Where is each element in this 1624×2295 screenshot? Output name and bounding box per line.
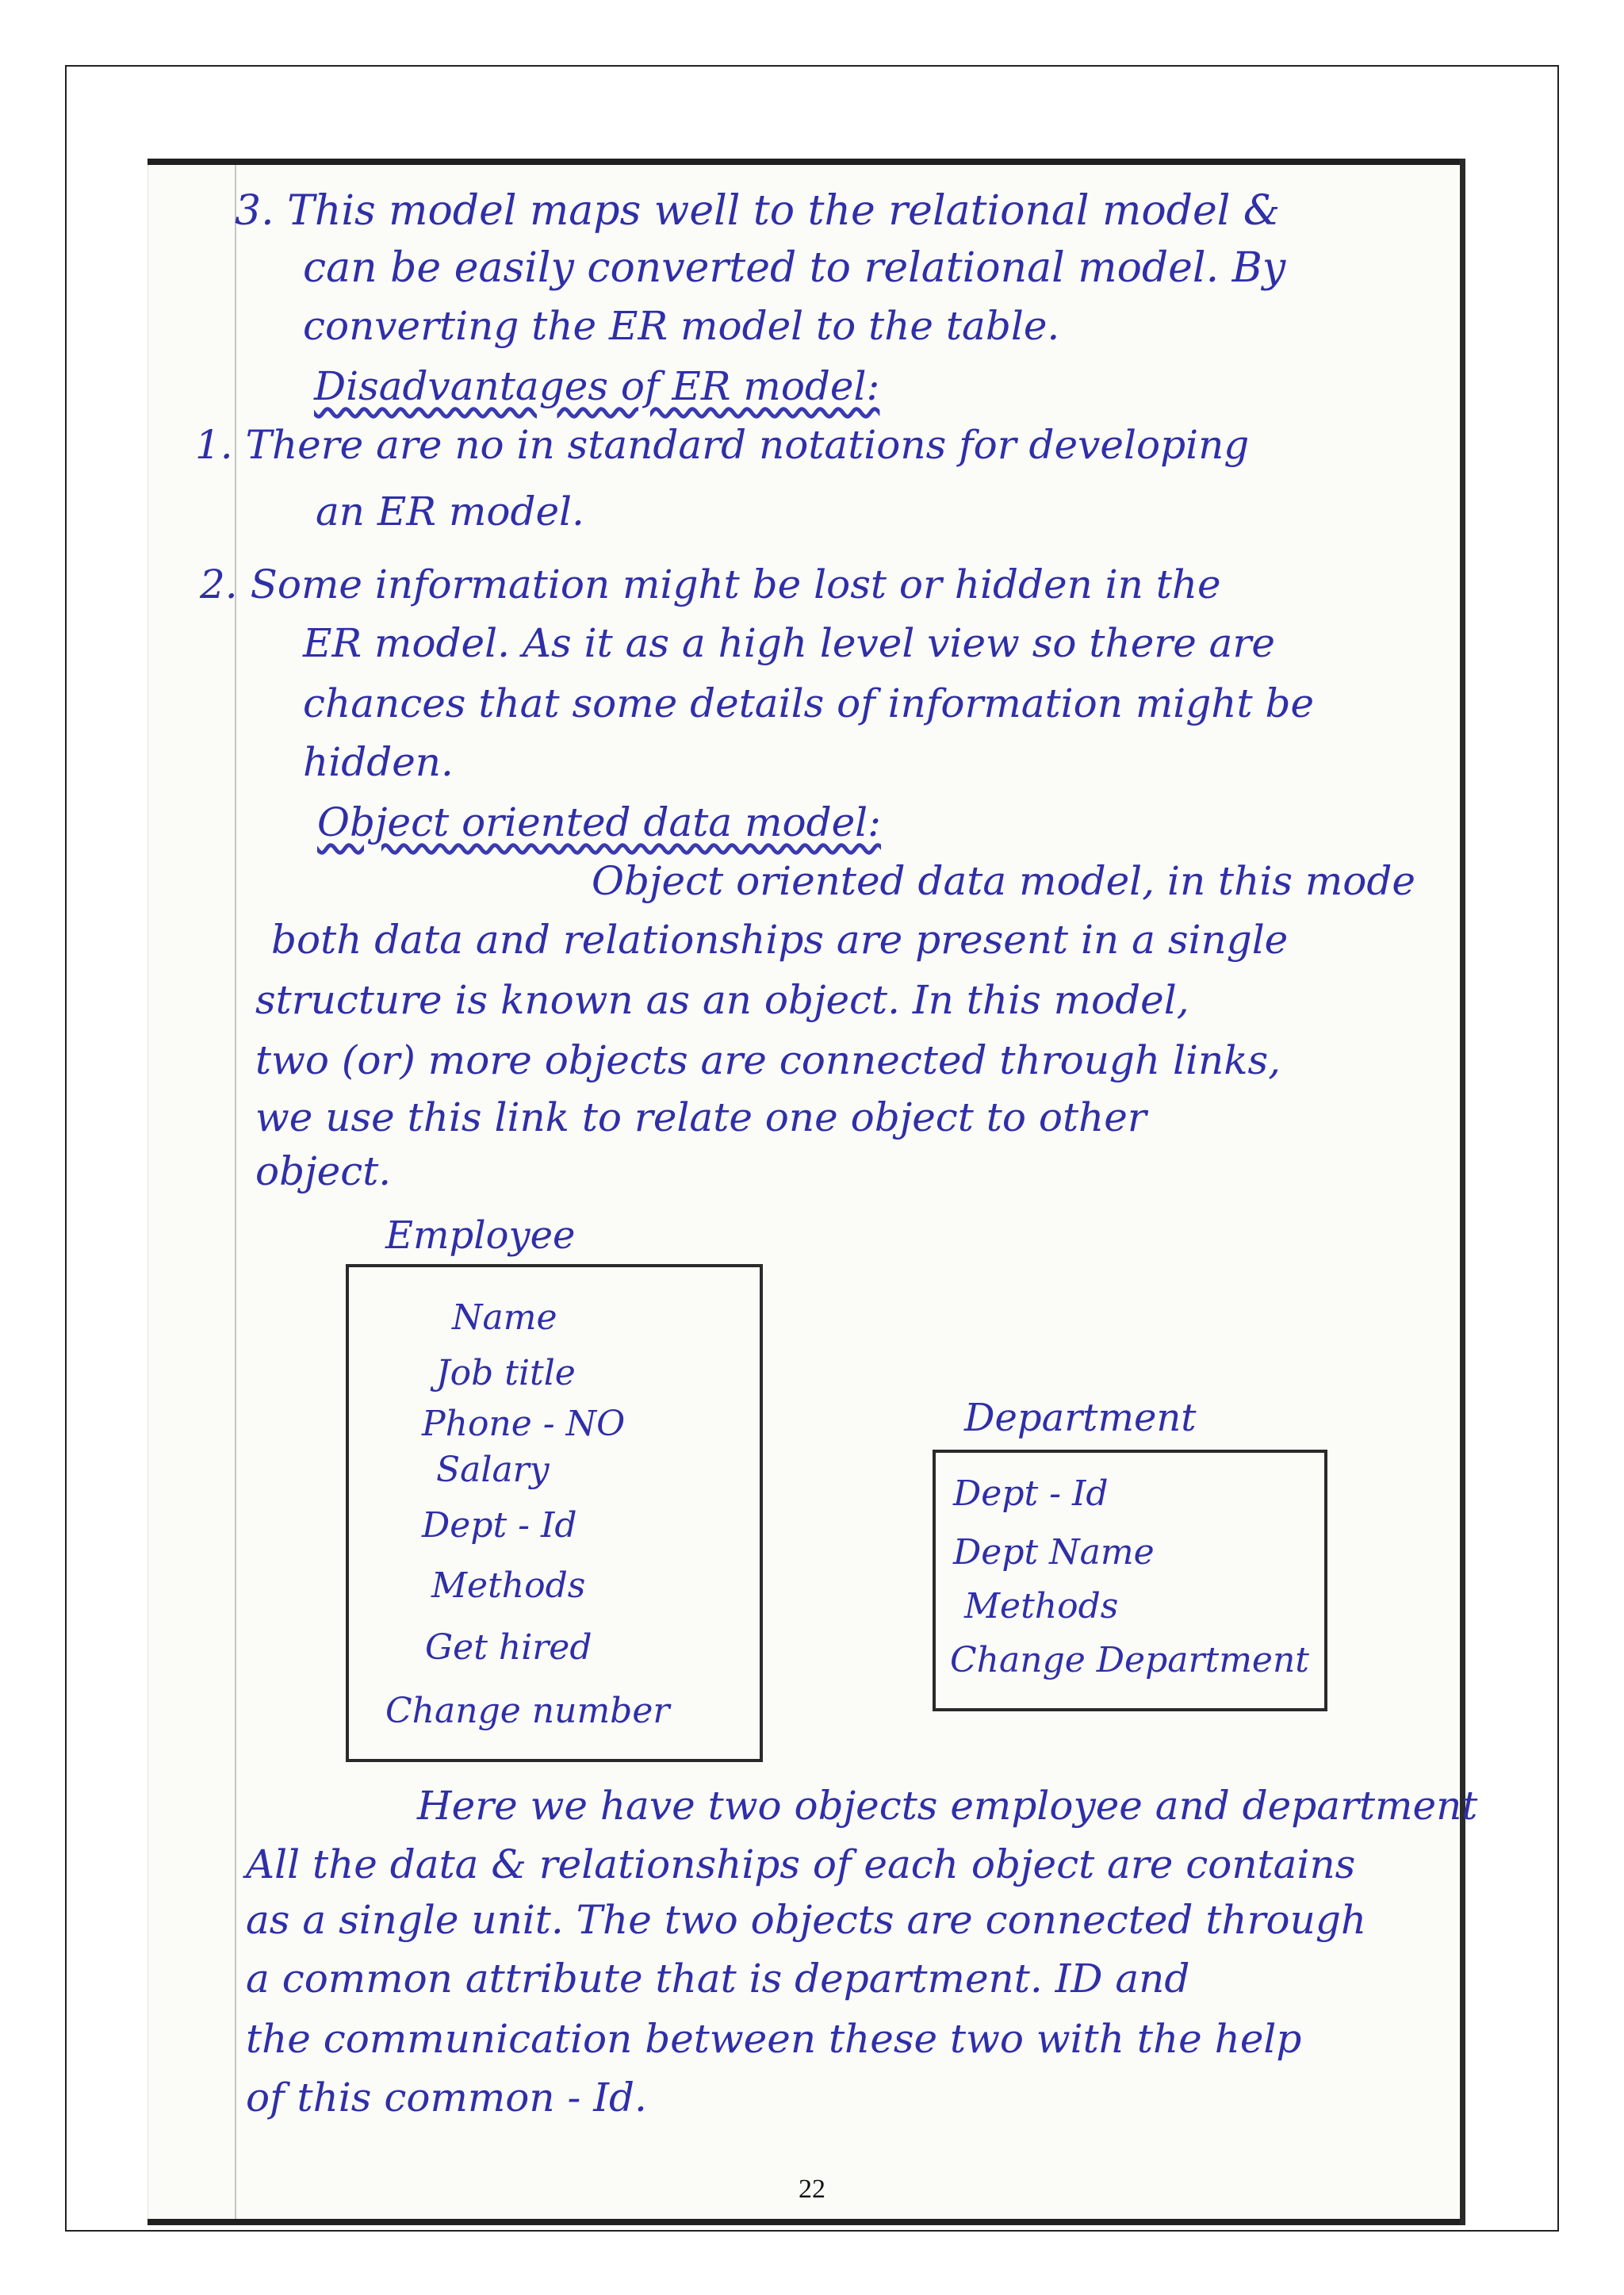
employee-attr-methods: Methods [431, 1565, 586, 1606]
employee-attr-phone: Phone - NO [422, 1404, 626, 1444]
ood-line-4: two (or) more objects are connected through links, [255, 1037, 1281, 1083]
employee-method-change-number: Change number [385, 1691, 670, 1731]
employee-method-get-hired: Get hired [425, 1627, 592, 1668]
disadvantage-line-2: an ER model. [316, 489, 584, 534]
department-attr-dept-id: Dept - Id [953, 1473, 1109, 1514]
department-attr-methods: Methods [964, 1586, 1119, 1626]
point3-line-1: 3. This model maps well to the relational model & [235, 187, 1281, 235]
closing-line-6: of this common - Id. [246, 2075, 647, 2121]
closing-line-3: as a single unit. The two objects are connected through [246, 1897, 1367, 1943]
ood-line-6: object. [255, 1148, 392, 1194]
employee-attr-name: Name [452, 1297, 557, 1338]
department-object-box [933, 1450, 1327, 1711]
disadvantage-line-6: hidden. [303, 739, 454, 785]
point3-line-3: converting the ER model to the table. [303, 303, 1060, 349]
employee-attr-salary: Salary [436, 1450, 550, 1490]
ood-heading: Object oriented data model: [317, 799, 882, 845]
notebook-page-scan [147, 159, 1478, 2225]
closing-line-5: the communication between these two with the help [246, 2016, 1302, 2062]
ood-line-2: both data and relationships are present in a single [271, 917, 1289, 963]
page-number: 22 [799, 2174, 825, 2204]
department-object-title: Department [964, 1396, 1197, 1440]
handwritten-notes [147, 159, 1478, 2225]
closing-line-2: All the data & relationships of each object are contains [246, 1841, 1356, 1887]
employee-attr-dept-id: Dept - Id [422, 1505, 577, 1546]
ood-line-3: structure is known as an object. In this model, [255, 977, 1189, 1023]
disadvantage-line-1: 1. There are no in standard notations for developing [195, 422, 1250, 468]
employee-object-title: Employee [385, 1213, 576, 1258]
disadvantage-line-4: ER model. As it as a high level view so there are [303, 620, 1275, 666]
point3-line-2: can be easily converted to relational model. By [303, 244, 1286, 292]
employee-attr-job-title: Job title [436, 1353, 576, 1393]
department-method-change-department: Change Department [950, 1640, 1309, 1680]
disadvantage-line-5: chances that some details of information might be [303, 680, 1315, 726]
closing-line-1: Here we have two objects employee and department [417, 1783, 1478, 1829]
closing-line-4: a common attribute that is department. ID and [246, 1956, 1190, 2002]
disadvantages-heading: Disadvantages of ER model: [314, 363, 880, 409]
ood-line-1: Object oriented data model, in this mode [592, 858, 1415, 904]
ood-line-5: we use this link to relate one object to other [255, 1094, 1147, 1140]
department-attr-dept-name: Dept Name [953, 1532, 1155, 1573]
disadvantage-line-3: 2. Some information might be lost or hidden in the [200, 561, 1221, 607]
employee-object-box [346, 1264, 763, 1762]
